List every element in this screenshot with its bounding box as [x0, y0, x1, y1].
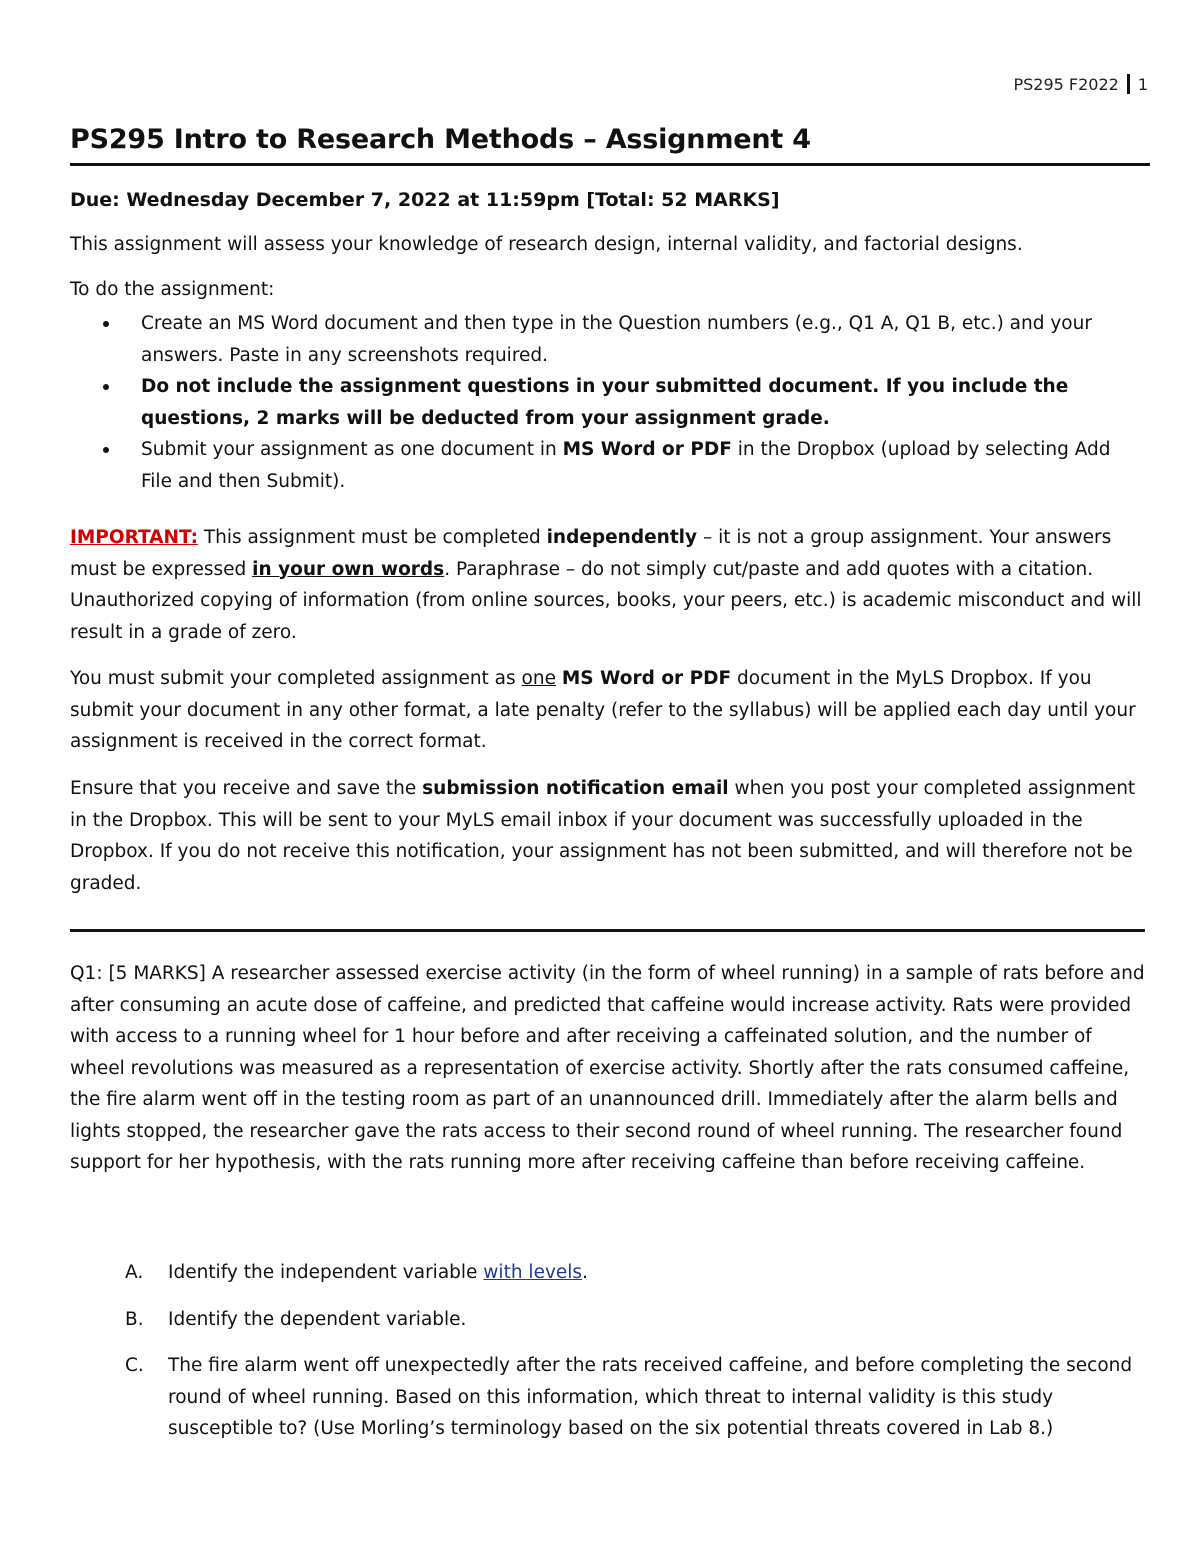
course-code: PS295 F2022	[1013, 74, 1119, 94]
ensure-text: when you post your completed assignment in the Dropbox. This will be sent to your MyLS email inbox if your document was successfully uploaded in the Dropbox. If you do not receive this notification, your assignment has not been submitted, and will therefore not be graded.	[70, 778, 1136, 894]
part-letter: B.	[125, 1308, 144, 1330]
important-label: IMPORTANT:	[70, 527, 198, 548]
submit-paragraph	[70, 663, 1145, 758]
part-c-text: The fire alarm went off unexpectedly after the rats received caffeine, and before completing the second round of wheel running. Based on this information, which threat to internal validity is this study susceptible to? (Use Morling’s terminology based on the six potential threats covered in Lab 8.)	[168, 1355, 1133, 1439]
instruction-submit-post: in the Dropbox (upload by selecting Add File and then Submit).	[141, 439, 1111, 492]
page-header	[1013, 74, 1148, 94]
part-b-text: Identify the dependent variable.	[168, 1308, 467, 1330]
important-independently: independently	[546, 527, 698, 548]
intro-paragraph: This assignment will assess your knowledge of research design, internal validity, and factorial designs.	[70, 234, 1023, 255]
part-letter: A.	[125, 1262, 144, 1283]
due-date: Due: Wednesday December 7, 2022 at 11:59pm [Total: 52 MARKS]	[70, 189, 780, 211]
instruction-no-questions: Do not include the assignment questions in your submitted document. If you include the questions, 2 marks will be deducted from your assignment grade.	[141, 376, 1069, 429]
part-a-text: .	[582, 1262, 588, 1283]
submit-text: document in the MyLS Dropbox. If you submit your document in any other format, a late penalty (refer to the syllabus) will be applied each day until your assignment is received in the correct format.	[70, 668, 1136, 752]
todo-label: To do the assignment:	[70, 279, 275, 300]
instruction-submit-pre: Submit your assignment as one document in	[141, 439, 563, 460]
list-item	[70, 371, 1145, 434]
list-item	[70, 1350, 1145, 1445]
submit-one: one	[521, 668, 556, 689]
question-1: Q1: [5 MARKS] A researcher assessed exercise activity (in the form of wheel running) in a sample of rats before and after consuming an acute dose of caffeine, and predicted that caffeine would increase activity. Rats were provided with access to a running wheel for 1 hour before and after receiving a caffeinated solution, and the number of wheel revolutions was measured as a representation of exercise activity. Shortly after the rats consumed caffeine, the fire alarm went off in the testing room as part of an unannounced drill. Immediately after the alarm bells and lights stopped, the researcher gave the rats access to their second round of wheel running. The researcher found support for her hypothesis, with the rats running more after receiving caffeine than before receiving caffeine.	[70, 963, 1145, 1173]
part-letter: C.	[125, 1355, 144, 1376]
instruction-create-doc: Create an MS Word document and then type in the Question numbers (e.g., Q1 A, Q1 B, etc.) and your answers. Paste in any screenshots required.	[141, 313, 1092, 366]
ensure-text: Ensure that you receive and save the	[70, 778, 423, 799]
ensure-paragraph	[70, 773, 1145, 899]
ensure-notification-email: submission notification email	[422, 778, 729, 799]
bullet-icon	[103, 321, 109, 327]
important-text: – it is not a group assignment. Your answers must be expressed	[70, 527, 1112, 580]
bullet-icon	[103, 447, 109, 453]
list-item	[70, 434, 1145, 497]
page-number: 1	[1137, 74, 1148, 94]
document-title: PS295 Intro to Research Methods – Assignment 4	[70, 124, 1150, 166]
important-text: . Paraphrase – do not simply cut/paste and add quotes with a citation. Unauthorized copying of information (from online sources, books, your peers, etc.) is academic misconduct and will result in a grade of zero.	[70, 558, 1142, 643]
important-own-words: in your own words	[252, 558, 445, 580]
submit-text: You must submit your completed assignment as	[70, 668, 522, 689]
instructions-list	[70, 308, 1145, 497]
important-paragraph	[70, 522, 1145, 648]
section-divider	[70, 929, 1145, 932]
list-item	[70, 1257, 1145, 1289]
list-item	[70, 308, 1145, 371]
important-text: This assignment must be completed	[197, 527, 547, 548]
instruction-submit-format: MS Word or PDF	[562, 439, 732, 460]
part-a-text: Identify the independent variable	[168, 1262, 484, 1283]
submit-format: MS Word or PDF	[561, 668, 732, 689]
with-levels-link[interactable]: with levels	[483, 1262, 583, 1283]
bullet-icon	[103, 384, 109, 390]
header-divider	[1127, 74, 1130, 94]
list-item	[70, 1304, 1145, 1336]
question-1-parts	[70, 1257, 1145, 1460]
